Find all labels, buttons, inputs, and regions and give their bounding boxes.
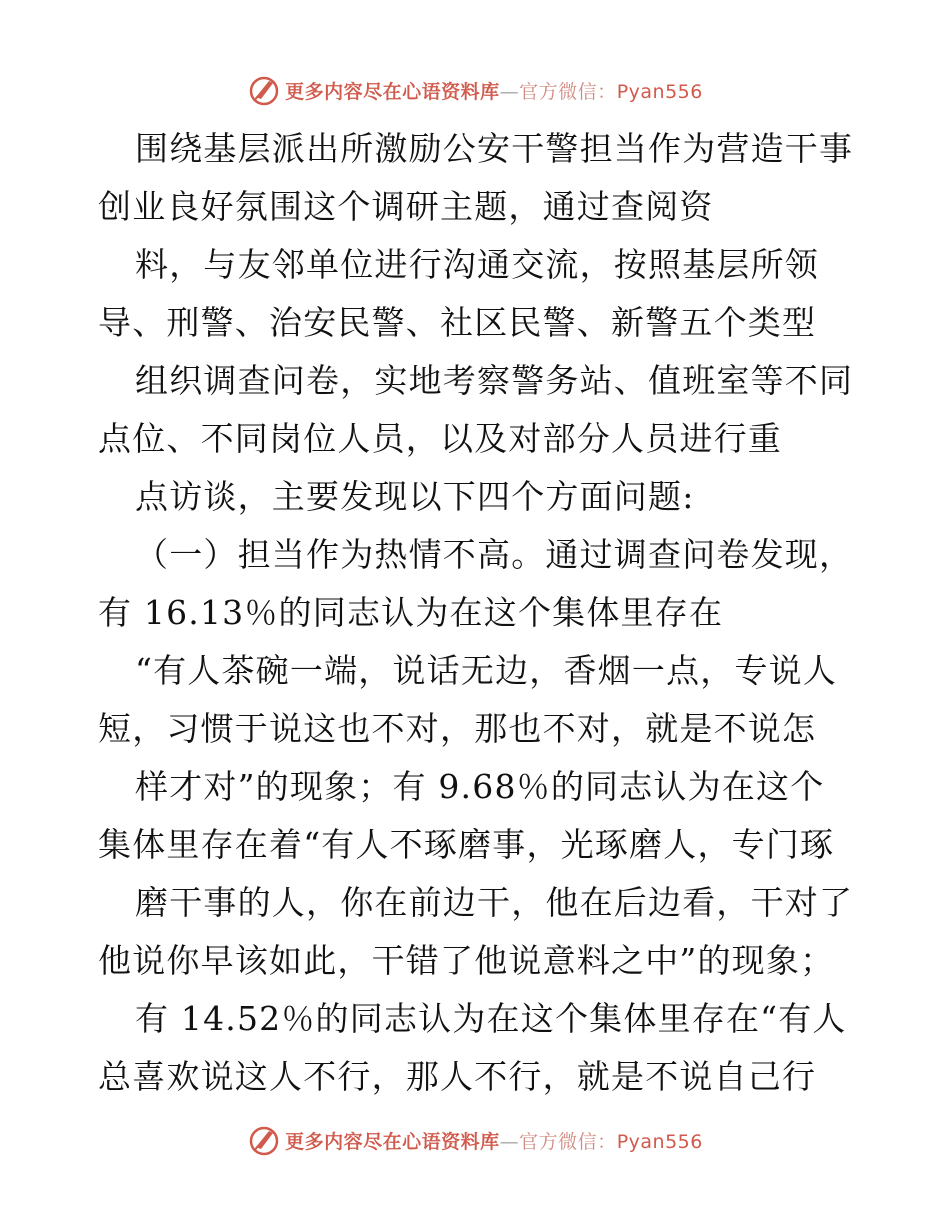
text-line: 点访谈，主要发现以下四个方面问题:: [135, 477, 695, 516]
text-line: 磨干事的人，你在前边干，他在后边看，干对了: [135, 883, 854, 922]
watermark-separator: —: [499, 1130, 520, 1153]
watermark-brand: 更多内容尽在心语资料库: [285, 1130, 500, 1153]
quill-pen-logo-icon: [247, 73, 281, 107]
quill-pen-logo-icon: [247, 1123, 281, 1157]
text-line: “有人茶碗一端，说话无边，香烟一点，专说人: [135, 651, 838, 690]
text-line: 他说你早该如此，干错了他说意料之中”的现象；: [98, 941, 835, 980]
watermark-brand: 更多内容尽在心语资料库: [285, 80, 500, 103]
text-line: 有 14.52％的同志认为在这个集体里存在“有人: [135, 999, 847, 1038]
text-line: 料，与友邻单位进行沟通交流，按照基层所领: [135, 245, 819, 284]
text-line: 导、刑警、治安民警、社区民警、新警五个类型: [98, 303, 817, 342]
watermark-account: Pyan556: [616, 1130, 703, 1153]
header-watermark: [0, 70, 950, 110]
watermark-account-label: 官方微信：: [519, 1130, 617, 1153]
watermark-account: Pyan556: [616, 80, 703, 103]
text-line: 总喜欢说这人不行，那人不行，就是不说自己行: [98, 1057, 817, 1096]
text-line: 围绕基层派出所激励公安干警担当作为营造干事: [135, 129, 854, 168]
text-line: 短，习惯于说这也不对，那也不对，就是不说怎: [98, 709, 817, 748]
text-line: （一）担当作为热情不高。通过调查问卷发现，: [135, 535, 854, 574]
text-line: 创业良好氛围这个调研主题，通过查阅资: [98, 187, 714, 226]
text-line: 有 16.13％的同志认为在这个集体里存在: [98, 593, 724, 632]
text-line: 组织调查问卷，实地考察警务站、值班室等不同: [135, 361, 854, 400]
watermark-account-label: 官方微信：: [519, 80, 617, 103]
footer-watermark: [0, 1120, 950, 1160]
text-line: 样才对”的现象；有 9.68％的同志认为在这个: [135, 767, 825, 806]
text-line: 集体里存在着“有人不琢磨事，光琢磨人，专门琢: [98, 825, 835, 864]
text-line: 点位、不同岗位人员，以及对部分人员进行重: [98, 419, 782, 458]
watermark-separator: —: [499, 80, 520, 103]
watermark-text: [285, 1127, 703, 1154]
watermark-text: [285, 77, 703, 104]
